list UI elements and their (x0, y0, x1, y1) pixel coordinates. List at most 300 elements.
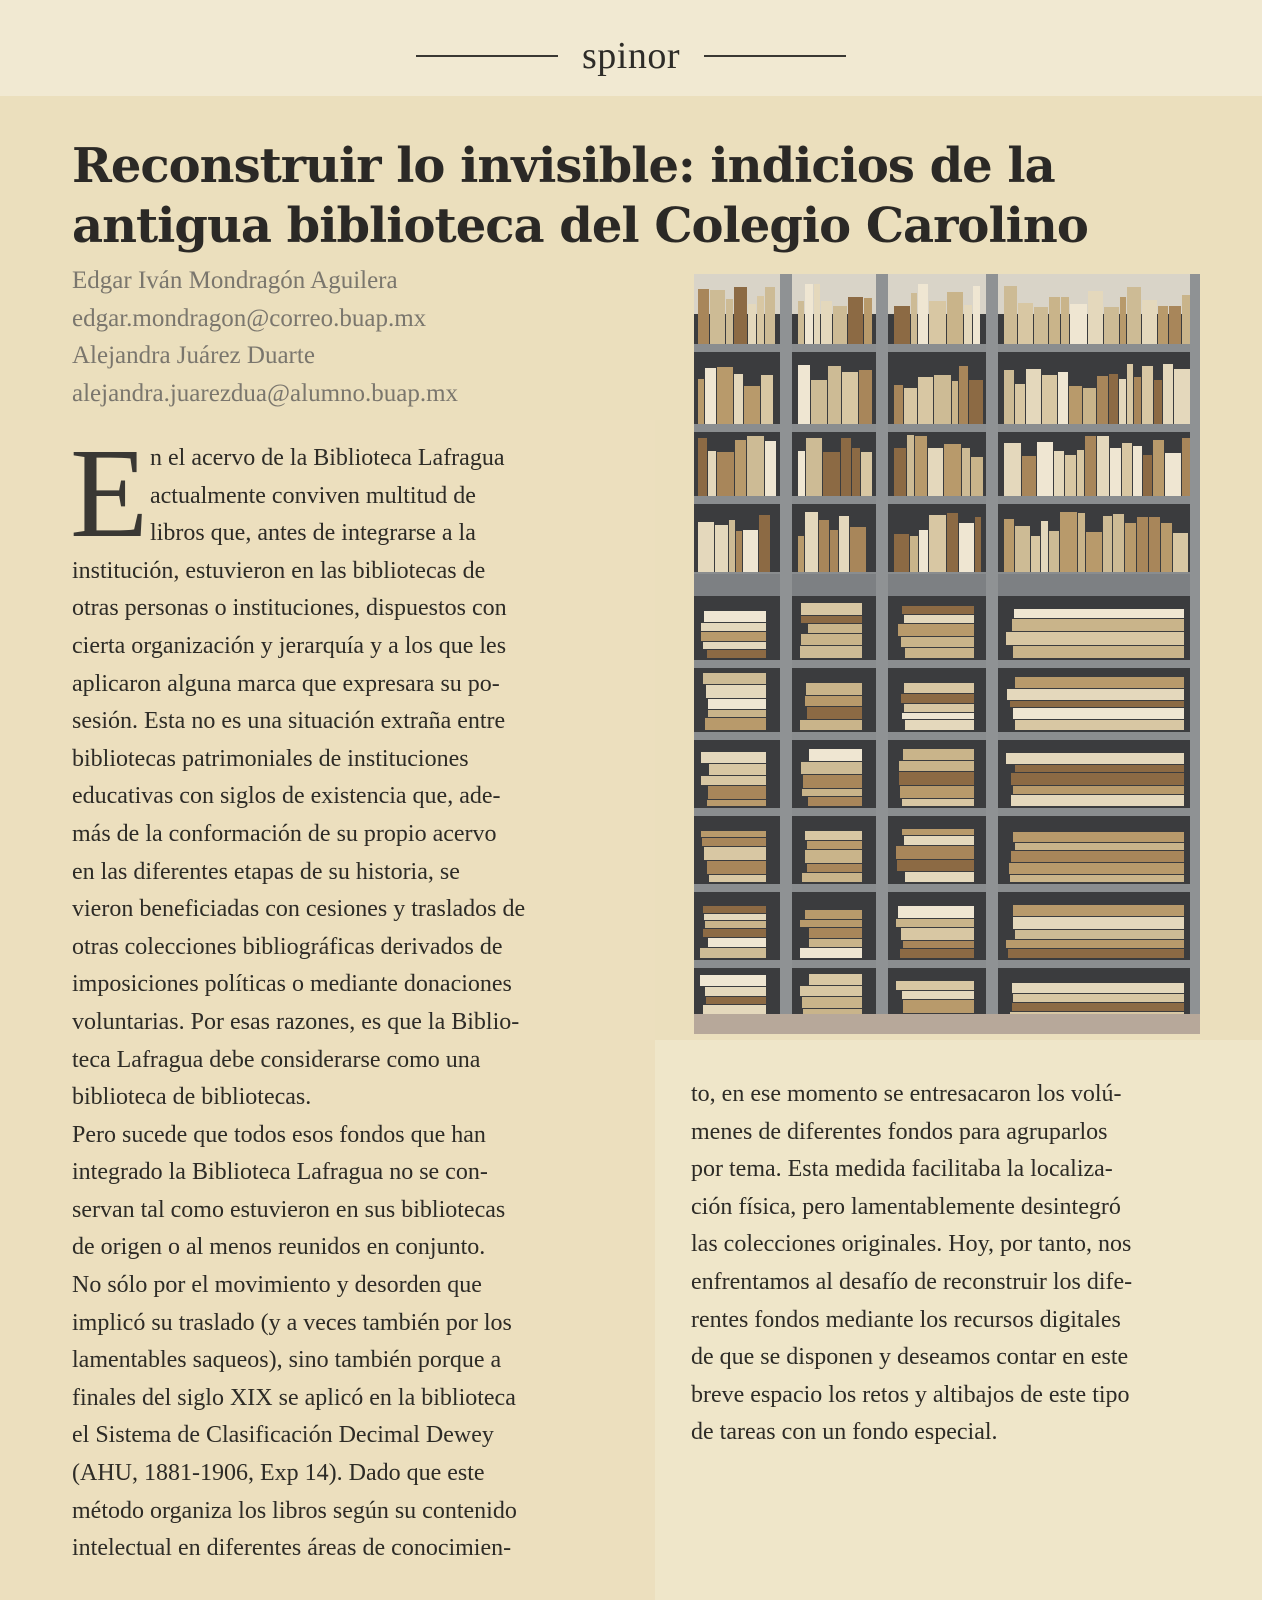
body-line: de tareas con un fondo especial. (691, 1419, 998, 1446)
stacked-book (708, 786, 766, 799)
book-spine (734, 287, 747, 344)
book-spine (1070, 304, 1087, 344)
book-spine (726, 299, 733, 344)
book-spine (734, 374, 743, 424)
book-spine (1065, 455, 1076, 496)
body-line: voluntarias. Por esas razones, es que la Biblio- (72, 1008, 520, 1035)
book-spine (759, 515, 770, 572)
book-spine (1103, 516, 1112, 572)
stacked-book (905, 720, 974, 730)
book-spine (1037, 442, 1053, 496)
body-line: teca Lafragua debe considerarse como una (72, 1046, 481, 1073)
stacked-book (700, 948, 766, 958)
stacked-book (705, 718, 766, 730)
stacked-book (904, 704, 974, 712)
book-spine (830, 530, 838, 572)
stacked-book (1012, 983, 1184, 993)
stacked-book (896, 846, 974, 859)
stacked-book (704, 611, 766, 622)
body-line: ción física, pero lamentablemente desintegró (691, 1193, 1121, 1220)
author-name: Edgar Iván Mondragón Aguilera (72, 267, 398, 294)
masthead-rule-right (704, 55, 846, 57)
book-spine (1127, 287, 1141, 344)
book-spine (819, 520, 829, 572)
book-spine (1004, 286, 1017, 344)
book-spine (821, 301, 832, 344)
stacked-book (1006, 753, 1184, 764)
stacked-book (800, 920, 862, 927)
stacked-book (1013, 786, 1184, 794)
book-spine (944, 444, 961, 496)
book-spine (975, 517, 981, 572)
stacked-book (705, 987, 766, 996)
stacked-book (701, 752, 766, 763)
book-spine (1015, 384, 1025, 424)
stacked-book (708, 938, 766, 947)
book-spine (1134, 377, 1141, 424)
book-spine (744, 386, 760, 424)
book-spine (1042, 375, 1057, 424)
book-spine (1142, 366, 1153, 424)
stacked-book (808, 797, 862, 806)
stacked-book (1015, 930, 1184, 939)
author-block (72, 262, 632, 412)
book-spine (848, 297, 863, 344)
stacked-book (706, 997, 766, 1004)
book-spine (1125, 523, 1136, 572)
stacked-book (703, 642, 766, 649)
library-shelves-photo (694, 274, 1200, 1034)
stacked-book (708, 699, 766, 709)
body-line: Pero sucede que todos esos fondos que han (72, 1121, 486, 1148)
book-spine (747, 436, 764, 496)
stacked-book (1015, 843, 1184, 850)
stacked-book (800, 986, 862, 996)
book-spine (798, 451, 805, 496)
book-spine (806, 438, 822, 496)
body-line: n el acervo de la Biblioteca Lafragua (150, 445, 505, 471)
stacked-book (1012, 619, 1184, 631)
body-line: actualmente conviven multitud de (150, 482, 476, 509)
masthead (0, 34, 1262, 78)
book-spine (1158, 306, 1168, 344)
book-spine (1054, 451, 1064, 496)
book-spine (1154, 380, 1162, 424)
book-spine (717, 367, 733, 424)
body-line: integrado la Biblioteca Lafragua no se con- (72, 1159, 488, 1186)
book-spine (833, 306, 847, 344)
book-spine (1015, 526, 1030, 572)
stacked-book (901, 928, 974, 940)
stacked-book (902, 991, 974, 999)
book-spine (1004, 443, 1021, 496)
book-spine (735, 440, 746, 496)
stacked-book (709, 764, 766, 775)
book-spine (850, 527, 866, 572)
book-spine (1069, 386, 1082, 424)
stacked-book (1013, 708, 1184, 719)
shelf-plank (694, 884, 1200, 892)
stacked-book (899, 761, 974, 771)
body-line: libros que, antes de integrarse a la (150, 520, 476, 547)
book-spine (1173, 533, 1188, 572)
stacked-book (807, 841, 862, 849)
book-spine (1113, 514, 1124, 572)
stacked-book (801, 603, 862, 615)
book-spine (743, 530, 758, 572)
body-line: sesión. Esta no es una situación extraña entre (72, 708, 506, 735)
stacked-book (703, 673, 766, 684)
book-spine (708, 451, 716, 496)
stacked-book (701, 623, 766, 631)
book-spine (861, 452, 872, 496)
stacked-book (904, 836, 974, 845)
author-email: edgar.mondragon@correo.buap.mx (72, 304, 427, 332)
book-spine (864, 298, 872, 344)
body-line: intelectual en diferentes áreas de conocimien- (72, 1535, 512, 1562)
book-spine (1026, 369, 1041, 424)
book-spine (928, 448, 943, 496)
shelf-upright (986, 274, 998, 1034)
book-spine (1122, 443, 1132, 496)
book-spine (907, 435, 914, 496)
book-spine (918, 377, 933, 424)
book-spine (839, 516, 849, 572)
stacked-book (1008, 949, 1184, 958)
shelf-upright (780, 274, 792, 1034)
body-line: cierta organización y jerarquía y a los que les (72, 632, 507, 659)
book-spine (1104, 307, 1119, 344)
shelf-crossbar (694, 574, 1200, 596)
stacked-book (899, 772, 974, 785)
book-spine (1161, 523, 1172, 572)
stacked-book (1013, 832, 1184, 842)
book-spine (823, 452, 840, 496)
stacked-book (1011, 795, 1184, 806)
stacked-book (1010, 701, 1184, 707)
book-spine (1061, 297, 1069, 344)
body-line: por tema. Esta medida facilitaba la localiza- (691, 1156, 1113, 1183)
book-spine (915, 436, 927, 496)
stacked-book (1007, 689, 1184, 700)
body-line: enfrentamos al desafío de reconstruir los dife- (691, 1268, 1133, 1295)
book-spine (1041, 521, 1048, 572)
stacked-book (704, 847, 766, 860)
book-spine (1058, 372, 1068, 424)
book-spine (1127, 364, 1133, 424)
body-line: breve espacio los retos y altibajos de este tipo (691, 1381, 1130, 1408)
stacked-book (701, 776, 766, 785)
stacked-book (808, 624, 862, 633)
book-spine (911, 293, 917, 344)
book-spine (894, 448, 906, 496)
stacked-book (1014, 609, 1184, 618)
shelf-plank (694, 732, 1200, 740)
drop-cap: E (70, 422, 149, 564)
shelf-upright (876, 274, 888, 1034)
book-spine (904, 388, 917, 424)
stacked-book (1011, 773, 1184, 785)
body-line: servan tal como estuvieron en sus bibliotecas (72, 1196, 506, 1223)
book-spine (1004, 519, 1014, 572)
body-line: método organiza los libros según su contenido (72, 1497, 517, 1524)
book-spine (894, 385, 903, 424)
book-spine (765, 441, 776, 496)
book-spine (934, 375, 951, 424)
body-line: imposiciones políticas o mediante donaciones (72, 971, 512, 998)
body-line: aplicaron alguna marca que expresara su po- (72, 670, 500, 697)
book-spine (894, 306, 910, 344)
stacked-book (809, 928, 862, 938)
body-line: rentes fondos mediante los recursos digitales (691, 1306, 1121, 1333)
book-spine (1085, 436, 1096, 496)
stacked-book (902, 799, 974, 806)
stacked-book (896, 981, 974, 990)
book-spine (1169, 306, 1181, 344)
body-line: finales del siglo XIX se aplicó en la biblioteca (72, 1384, 516, 1411)
book-spine (1097, 376, 1108, 424)
stacked-book (903, 749, 974, 760)
stacked-book (1013, 905, 1184, 916)
body-column-left (70, 422, 632, 1568)
stacked-book (1015, 720, 1184, 730)
book-spine (811, 380, 827, 424)
book-spine (894, 534, 909, 572)
book-spine (715, 525, 728, 572)
book-spine (1018, 303, 1033, 344)
stacked-book (707, 800, 766, 806)
body-line: bibliotecas patrimoniales de instituciones (72, 745, 469, 772)
stacked-book (898, 906, 974, 918)
book-spine (1149, 517, 1160, 572)
book-spine (952, 381, 958, 424)
book-spine (798, 365, 810, 424)
stacked-book (903, 941, 974, 948)
stacked-book (896, 919, 974, 927)
body-line: educativas con siglos de existencia que, ade- (72, 783, 501, 810)
body-line: más de la conformación de su propio acervo (72, 820, 497, 847)
stacked-book (898, 624, 974, 636)
stacked-book (902, 606, 974, 614)
book-spine (842, 372, 858, 424)
shelf-plank (694, 344, 1200, 352)
stacked-book (800, 646, 862, 658)
brand-name: spinor (582, 35, 680, 77)
stacked-book (1006, 940, 1184, 948)
shelf-plank (694, 960, 1200, 968)
body-line: otras colecciones bibliográficas derivados de (72, 933, 503, 960)
book-spine (1142, 300, 1157, 344)
book-spine (971, 457, 983, 496)
stacked-book (809, 939, 862, 947)
article-title (72, 136, 1172, 256)
stacked-book (809, 974, 862, 985)
stacked-book (701, 831, 766, 837)
shelf-plank (694, 660, 1200, 668)
body-line: biblioteca de bibliotecas. (72, 1084, 312, 1111)
stacked-book (801, 634, 862, 645)
stacked-book (1010, 875, 1184, 882)
stacked-book (1006, 632, 1184, 645)
stacked-book (701, 632, 766, 641)
stacked-book (802, 873, 862, 882)
author-email: alejandra.juarezdua@alumno.buap.mx (72, 379, 459, 407)
book-spine (729, 520, 735, 572)
book-spine (705, 368, 716, 424)
stacked-book (905, 648, 974, 658)
stacked-book (800, 720, 862, 730)
book-spine (1049, 531, 1059, 572)
body-line: (AHU, 1881-1906, Exp 14). Dado que este (72, 1460, 485, 1487)
book-spine (1004, 370, 1014, 424)
stacked-book (800, 948, 862, 958)
stacked-book (809, 749, 862, 761)
book-spine (1120, 297, 1126, 344)
body-line: vieron beneficiadas con cesiones y traslados de (72, 896, 526, 923)
stacked-book (805, 696, 862, 706)
first-paragraph-start (70, 422, 632, 564)
stacked-book (705, 921, 766, 928)
title-line: antigua biblioteca del Colegio Carolino (72, 198, 1088, 254)
book-spine (918, 284, 928, 344)
stacked-book (703, 929, 766, 937)
stacked-book (805, 850, 862, 863)
book-spine (959, 523, 974, 572)
stacked-book (801, 616, 862, 623)
book-spine (964, 305, 972, 344)
book-spine (1060, 512, 1077, 572)
book-spine (1034, 307, 1048, 344)
book-spine (1086, 532, 1102, 572)
stacked-book (901, 694, 974, 703)
stacked-book (707, 861, 766, 874)
book-spine (1133, 446, 1142, 496)
stacked-book (707, 650, 766, 658)
masthead-rule-left (416, 55, 558, 57)
book-spine (761, 375, 773, 424)
stacked-book (807, 707, 862, 719)
stacked-book (904, 615, 974, 623)
stacked-book (700, 975, 766, 986)
body-line: de origen o al menos reunidos en conjunto. (72, 1234, 486, 1261)
author-name: Alejandra Juárez Duarte (72, 342, 315, 369)
book-spine (798, 301, 804, 344)
body-line: No sólo por el movimiento y desorden que (72, 1272, 482, 1299)
body-line: implicó su traslado (y a veces también por los (72, 1309, 512, 1336)
book-spine (1031, 536, 1040, 572)
stacked-book (802, 997, 862, 1008)
body-line: otras personas o instituciones, dispuestos con (72, 595, 507, 622)
book-spine (805, 512, 818, 572)
book-spine (1022, 456, 1036, 496)
stacked-book (1012, 1003, 1184, 1011)
book-spine (698, 379, 704, 424)
book-spine (947, 513, 958, 572)
stacked-book (903, 1000, 974, 1013)
book-spine (710, 290, 725, 344)
body-column-right (691, 1076, 1211, 1452)
stacked-book (897, 860, 974, 871)
stacked-book (805, 910, 862, 919)
book-spine (929, 301, 946, 344)
book-spine (1110, 448, 1121, 496)
book-spine (1109, 374, 1118, 424)
book-spine (736, 531, 742, 572)
stacked-book (902, 713, 974, 719)
body-line: institución, estuvieron en las bibliotecas de (72, 557, 486, 584)
body-line: las colecciones originales. Hoy, por tanto, nos (691, 1231, 1132, 1258)
book-spine (698, 289, 709, 344)
book-spine (717, 452, 734, 496)
stacked-book (703, 906, 766, 913)
stacked-book (901, 637, 974, 647)
stacked-book (806, 683, 862, 695)
book-spine (1119, 379, 1126, 424)
book-spine (973, 286, 980, 344)
book-spine (1077, 450, 1084, 496)
body-line: en las diferentes etapas de su historia, se (72, 858, 460, 885)
book-spine (1083, 388, 1096, 424)
stacked-book (905, 872, 974, 882)
book-spine (929, 515, 946, 572)
stacked-book (706, 685, 766, 698)
book-spine (959, 366, 968, 424)
stacked-book (1015, 765, 1184, 772)
book-spine (765, 287, 775, 344)
book-spine (698, 438, 707, 496)
book-spine (828, 366, 841, 424)
stacked-book (708, 710, 766, 717)
stacked-book (902, 829, 974, 835)
book-spine (969, 380, 983, 424)
book-spine (1097, 436, 1109, 496)
stacked-book (1013, 994, 1184, 1002)
body-lines-right (691, 1076, 1211, 1452)
stacked-book (805, 831, 862, 840)
book-spine (1078, 513, 1085, 572)
book-spine (814, 284, 820, 344)
stacked-book (807, 864, 862, 872)
stacked-book (801, 762, 862, 774)
body-line: menes de diferentes fondos para agruparlos (691, 1118, 1108, 1145)
stacked-book (704, 914, 766, 920)
stacked-book (1009, 863, 1184, 874)
stacked-book (1011, 851, 1184, 862)
title-line: Reconstruir lo invisible: indicios de la (72, 138, 1055, 194)
book-spine (798, 536, 804, 572)
stacked-book (709, 875, 766, 882)
stacked-book (803, 775, 862, 788)
book-spine (1153, 440, 1164, 496)
book-spine (947, 292, 963, 344)
stacked-book (702, 838, 766, 846)
book-spine (805, 284, 813, 344)
stacked-book (802, 789, 862, 796)
book-spine (748, 304, 756, 344)
book-spine (919, 530, 928, 572)
body-line: lamentables saqueos), sino también porque a (72, 1347, 502, 1374)
shelf-plank (694, 424, 1200, 432)
stacked-book (900, 786, 974, 798)
book-spine (859, 370, 872, 424)
body-line: el Sistema de Clasificación Decimal Dewey (72, 1422, 494, 1449)
shelf-plank (694, 496, 1200, 504)
book-spine (698, 522, 714, 572)
shelf-plank (694, 808, 1200, 816)
stacked-book (1013, 646, 1184, 658)
body-line: to, en ese momento se entresacaron los volú- (691, 1081, 1122, 1107)
book-spine (1088, 291, 1103, 344)
